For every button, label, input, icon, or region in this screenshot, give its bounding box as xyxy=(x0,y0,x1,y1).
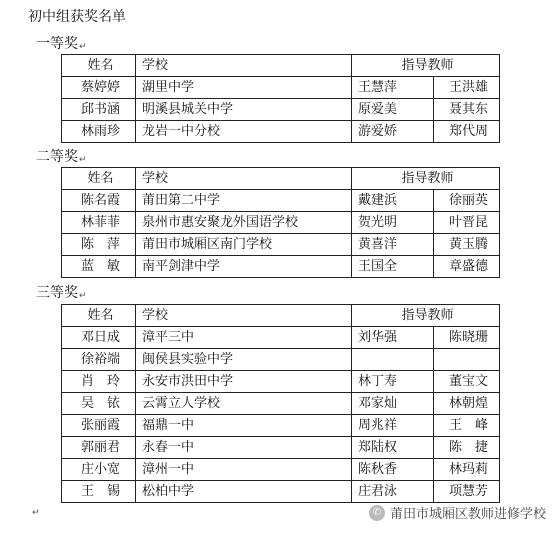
teacher-2: 陈晓珊 xyxy=(434,327,500,349)
teacher-1: 戴建浜 xyxy=(352,190,434,212)
section-title xyxy=(36,282,87,302)
school-name: 永安市洪田中学 xyxy=(136,371,352,393)
school-name: 莆田第二中学 xyxy=(136,190,352,212)
paragraph-mark: ↵ xyxy=(79,155,87,165)
teacher-1: 刘华强 xyxy=(352,327,434,349)
wechat-icon: ✆ xyxy=(369,505,385,521)
header-teacher: 指导教师 xyxy=(352,305,500,327)
teacher-1: 王国全 xyxy=(352,256,434,278)
student-name: 吴 铱 xyxy=(62,393,136,415)
paragraph-mark: ↵ xyxy=(32,508,40,518)
teacher-2: 王 峰 xyxy=(434,415,500,437)
table-row xyxy=(62,349,500,371)
award-table xyxy=(61,54,500,143)
teacher-1: 郑陆权 xyxy=(352,437,434,459)
header-school: 学校 xyxy=(136,55,352,77)
section-title-text: 三等奖 xyxy=(36,285,78,301)
school-name: 福鼎一中 xyxy=(136,415,352,437)
table-row xyxy=(62,190,500,212)
student-name: 庄小宽 xyxy=(62,459,136,481)
school-name: 莆田市城厢区南门学校 xyxy=(136,234,352,256)
teacher-2: 董宝文 xyxy=(434,371,500,393)
teacher-1: 游爱娇 xyxy=(352,121,434,143)
table-row xyxy=(62,212,500,234)
school-name: 漳州一中 xyxy=(136,459,352,481)
table-header-row xyxy=(62,168,500,190)
table-row xyxy=(62,256,500,278)
header-teacher: 指导教师 xyxy=(352,168,500,190)
teacher-2: 黄玉腾 xyxy=(434,234,500,256)
school-name: 闽侯县实验中学 xyxy=(136,349,352,371)
table-row xyxy=(62,481,500,503)
table-row xyxy=(62,393,500,415)
school-name: 南平剑津中学 xyxy=(136,256,352,278)
table-row xyxy=(62,234,500,256)
teacher-2: 郑代周 xyxy=(434,121,500,143)
school-name: 明溪县城关中学 xyxy=(136,99,352,121)
school-name: 漳平三中 xyxy=(136,327,352,349)
watermark-text: 莆田市城厢区教师进修学校 xyxy=(389,507,546,522)
header-school: 学校 xyxy=(136,305,352,327)
header-name: 姓名 xyxy=(62,305,136,327)
section-title-text: 二等奖 xyxy=(36,149,78,165)
teacher-1: 庄君泳 xyxy=(352,481,434,503)
document-title: 初中组获奖名单 xyxy=(28,9,126,25)
paragraph-mark: ↵ xyxy=(79,291,87,301)
student-name: 陈名霞 xyxy=(62,190,136,212)
teacher-1: 陈秋香 xyxy=(352,459,434,481)
teacher-1: 贺光明 xyxy=(352,212,434,234)
header-school: 学校 xyxy=(136,168,352,190)
teacher-1: 林丁寿 xyxy=(352,371,434,393)
section-title xyxy=(36,146,87,166)
student-name: 肖 玲 xyxy=(62,371,136,393)
student-name: 郭丽君 xyxy=(62,437,136,459)
header-name: 姓名 xyxy=(62,168,136,190)
table-header-row xyxy=(62,55,500,77)
award-table xyxy=(61,304,500,503)
school-name: 云霄立人学校 xyxy=(136,393,352,415)
header-name: 姓名 xyxy=(62,55,136,77)
award-table xyxy=(61,167,500,278)
table-row xyxy=(62,327,500,349)
teacher-2 xyxy=(434,349,500,371)
watermark xyxy=(369,503,546,522)
teacher-2: 章盛德 xyxy=(434,256,500,278)
table-row xyxy=(62,77,500,99)
student-name: 王 锡 xyxy=(62,481,136,503)
teacher-2: 林朝煌 xyxy=(434,393,500,415)
table-header-row xyxy=(62,305,500,327)
teacher-1: 黄喜洋 xyxy=(352,234,434,256)
table-row xyxy=(62,121,500,143)
paragraph-mark: ↵ xyxy=(79,42,87,52)
school-name: 泉州市惠安聚龙外国语学校 xyxy=(136,212,352,234)
table-row xyxy=(62,99,500,121)
teacher-1: 王慧萍 xyxy=(352,77,434,99)
student-name: 徐裕端 xyxy=(62,349,136,371)
school-name: 松柏中学 xyxy=(136,481,352,503)
student-name: 蓝 敏 xyxy=(62,256,136,278)
table-row xyxy=(62,437,500,459)
student-name: 张丽霞 xyxy=(62,415,136,437)
teacher-1: 周兆祥 xyxy=(352,415,434,437)
student-name: 邱书涵 xyxy=(62,99,136,121)
teacher-2: 叶晋昆 xyxy=(434,212,500,234)
table-row xyxy=(62,371,500,393)
teacher-2: 项慧芳 xyxy=(434,481,500,503)
teacher-2: 徐丽英 xyxy=(434,190,500,212)
teacher-2: 王洪雄 xyxy=(434,77,500,99)
school-name: 湖里中学 xyxy=(136,77,352,99)
teacher-1 xyxy=(352,349,434,371)
table-row xyxy=(62,415,500,437)
student-name: 邓日成 xyxy=(62,327,136,349)
table-row xyxy=(62,459,500,481)
student-name: 林雨珍 xyxy=(62,121,136,143)
section-title xyxy=(36,33,87,53)
school-name: 龙岩一中分校 xyxy=(136,121,352,143)
teacher-1: 邓家灿 xyxy=(352,393,434,415)
header-teacher: 指导教师 xyxy=(352,55,500,77)
student-name: 陈 萍 xyxy=(62,234,136,256)
section-title-text: 一等奖 xyxy=(36,36,78,52)
school-name: 永春一中 xyxy=(136,437,352,459)
teacher-2: 林玛莉 xyxy=(434,459,500,481)
student-name: 蔡婷婷 xyxy=(62,77,136,99)
teacher-2: 聂其东 xyxy=(434,99,500,121)
teacher-1: 原爱美 xyxy=(352,99,434,121)
student-name: 林菲菲 xyxy=(62,212,136,234)
teacher-2: 陈 捷 xyxy=(434,437,500,459)
